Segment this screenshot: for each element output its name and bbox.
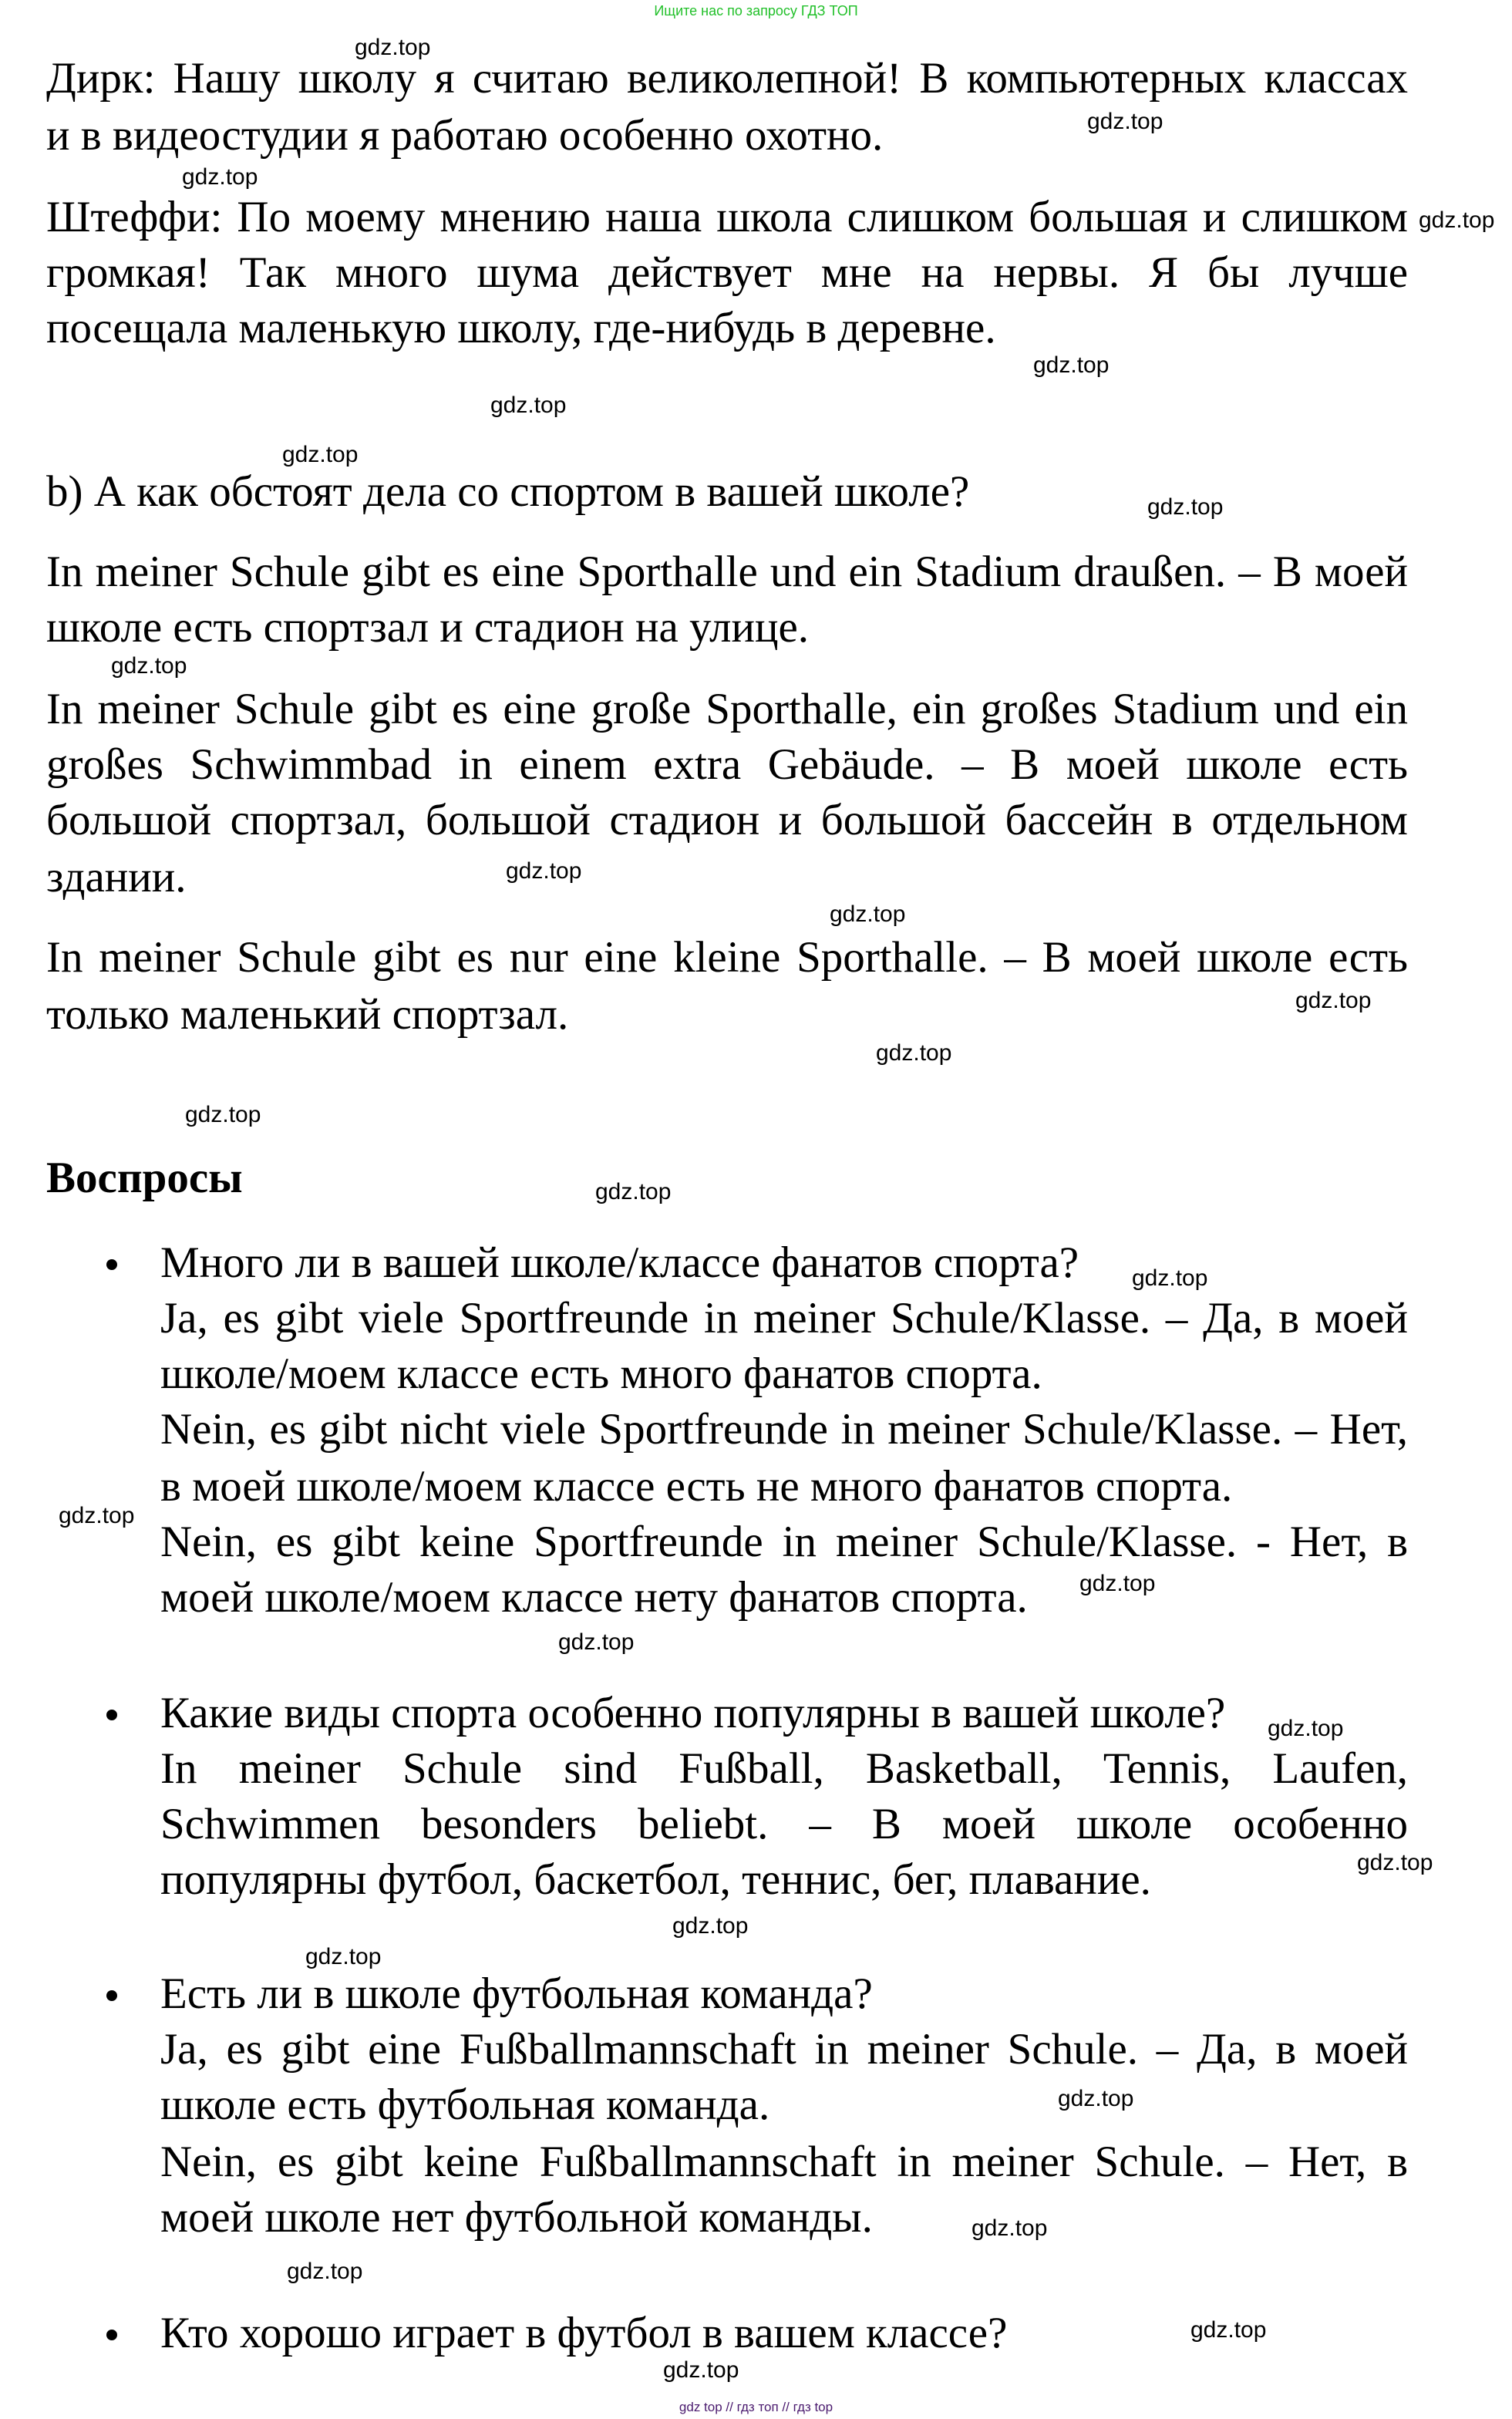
paragraph-line: Дирк: Нашу школу я считаю великолепной! В компьютерных классах [46,56,1408,102]
watermark: gdz.top [1295,988,1372,1013]
watermark: gdz.top [1087,109,1163,134]
section-heading: Воспросы [46,1154,243,1202]
paragraph-line: In meiner Schule gibt es nur eine kleine Sporthalle. – В моей школе есть [46,935,1408,981]
answer-line: моей школе/моем классе нету фанатов спорта. [160,1573,1028,1622]
answer-line: Nein, es gibt nicht viele Sportfreunde in meiner Schule/Klasse. – Нет, [160,1407,1408,1453]
watermark: gdz.top [830,901,906,927]
bullet-icon [106,2330,117,2340]
bullet-icon [106,1990,117,2001]
bullet-icon [106,1710,117,1720]
watermark: gdz.top [876,1040,952,1066]
watermark: gdz.top [1132,1265,1208,1291]
watermark: gdz.top [672,1913,749,1939]
question-line: Есть ли в школе футбольная команда? [160,1969,873,2018]
question-line: Кто хорошо играет в футбол в вашем классе? [160,2309,1008,2357]
paragraph-line: großes Schwimmbad in einem extra Gebäude. – В моей школе есть [46,742,1408,788]
answer-line: популярны футбол, баскетбол, теннис, бег, плавание. [160,1855,1151,1904]
footer-links[interactable]: gdz top // гдз топ // гдз top [679,2400,833,2414]
paragraph-line: In meiner Schule gibt es eine große Sporthalle, ein großes Stadium und ein [46,686,1408,733]
watermark: gdz.top [59,1503,135,1528]
watermark: gdz.top [595,1179,672,1204]
watermark: gdz.top [1147,494,1224,520]
answer-line: Nein, es gibt keine Sportfreunde in meiner Schule/Klasse. - Нет, в [160,1519,1408,1565]
paragraph-line: большой спортзал, большой стадион и большой бассейн в отдельном [46,797,1408,844]
answer-line: Nein, es gibt keine Fußballmannschaft in meiner Schule. – Нет, в [160,2139,1408,2185]
paragraph-line: здании. [46,853,187,901]
answer-line: Schwimmen besonders beliebt. – В моей школе особенно [160,1801,1408,1848]
watermark: gdz.top [1357,1850,1433,1875]
search-banner[interactable]: Ищите нас по запросу ГДЗ ТОП [654,3,858,19]
watermark: gdz.top [355,35,431,60]
answer-line: моей школе нет футбольной команды. [160,2193,873,2242]
question-line: Какие виды спорта особенно популярны в вашей школе? [160,1689,1226,1737]
question-line: Много ли в вашей школе/классе фанатов спорта? [160,1238,1079,1287]
watermark: gdz.top [663,2357,739,2383]
watermark: gdz.top [1058,2086,1134,2111]
paragraph-line: посещала маленькую школу, где-нибудь в деревне. [46,304,996,352]
watermark: gdz.top [558,1629,635,1655]
watermark: gdz.top [282,442,359,467]
paragraph-line: In meiner Schule gibt es eine Sporthalle und ein Stadium draußen. – В моей [46,549,1408,595]
answer-line: школе/моем классе есть много фанатов спорта. [160,1349,1042,1398]
watermark: gdz.top [1079,1571,1156,1596]
watermark: gdz.top [506,858,582,884]
paragraph-line: громкая! Так много шума действует мне на нервы. Я бы лучше [46,250,1408,296]
watermark: gdz.top [305,1944,382,1969]
watermark: gdz.top [972,2215,1048,2241]
answer-line: в моей школе/моем классе есть не много фанатов спорта. [160,1462,1233,1511]
answer-line: Ja, es gibt eine Fußballmannschaft in meiner Schule. – Да, в моей [160,2027,1408,2073]
paragraph-line: и в видеостудии я работаю особенно охотно. [46,111,884,160]
paragraph-line: b) А как обстоят дела со спортом в вашей школе? [46,467,970,516]
watermark: gdz.top [1419,207,1495,233]
answer-line: In meiner Schule sind Fußball, Basketball, Tennis, Laufen, [160,1746,1408,1792]
watermark: gdz.top [1033,352,1110,378]
watermark: gdz.top [185,1102,261,1127]
watermark: gdz.top [1190,2317,1267,2343]
paragraph-line: школе есть спортзал и стадион на улице. [46,603,810,652]
answer-line: Ja, es gibt viele Sportfreunde in meiner Schule/Klasse. – Да, в моей [160,1295,1408,1342]
watermark: gdz.top [490,392,567,418]
paragraph-line: Штеффи: По моему мнению наша школа слишком большая и слишком [46,194,1408,241]
watermark: gdz.top [287,2259,363,2284]
bullet-icon [106,1259,117,1270]
watermark: gdz.top [111,653,187,679]
watermark: gdz.top [182,164,258,190]
watermark: gdz.top [1268,1716,1344,1741]
paragraph-line: только маленький спортзал. [46,990,569,1039]
answer-line: школе есть футбольная команда. [160,2080,770,2129]
